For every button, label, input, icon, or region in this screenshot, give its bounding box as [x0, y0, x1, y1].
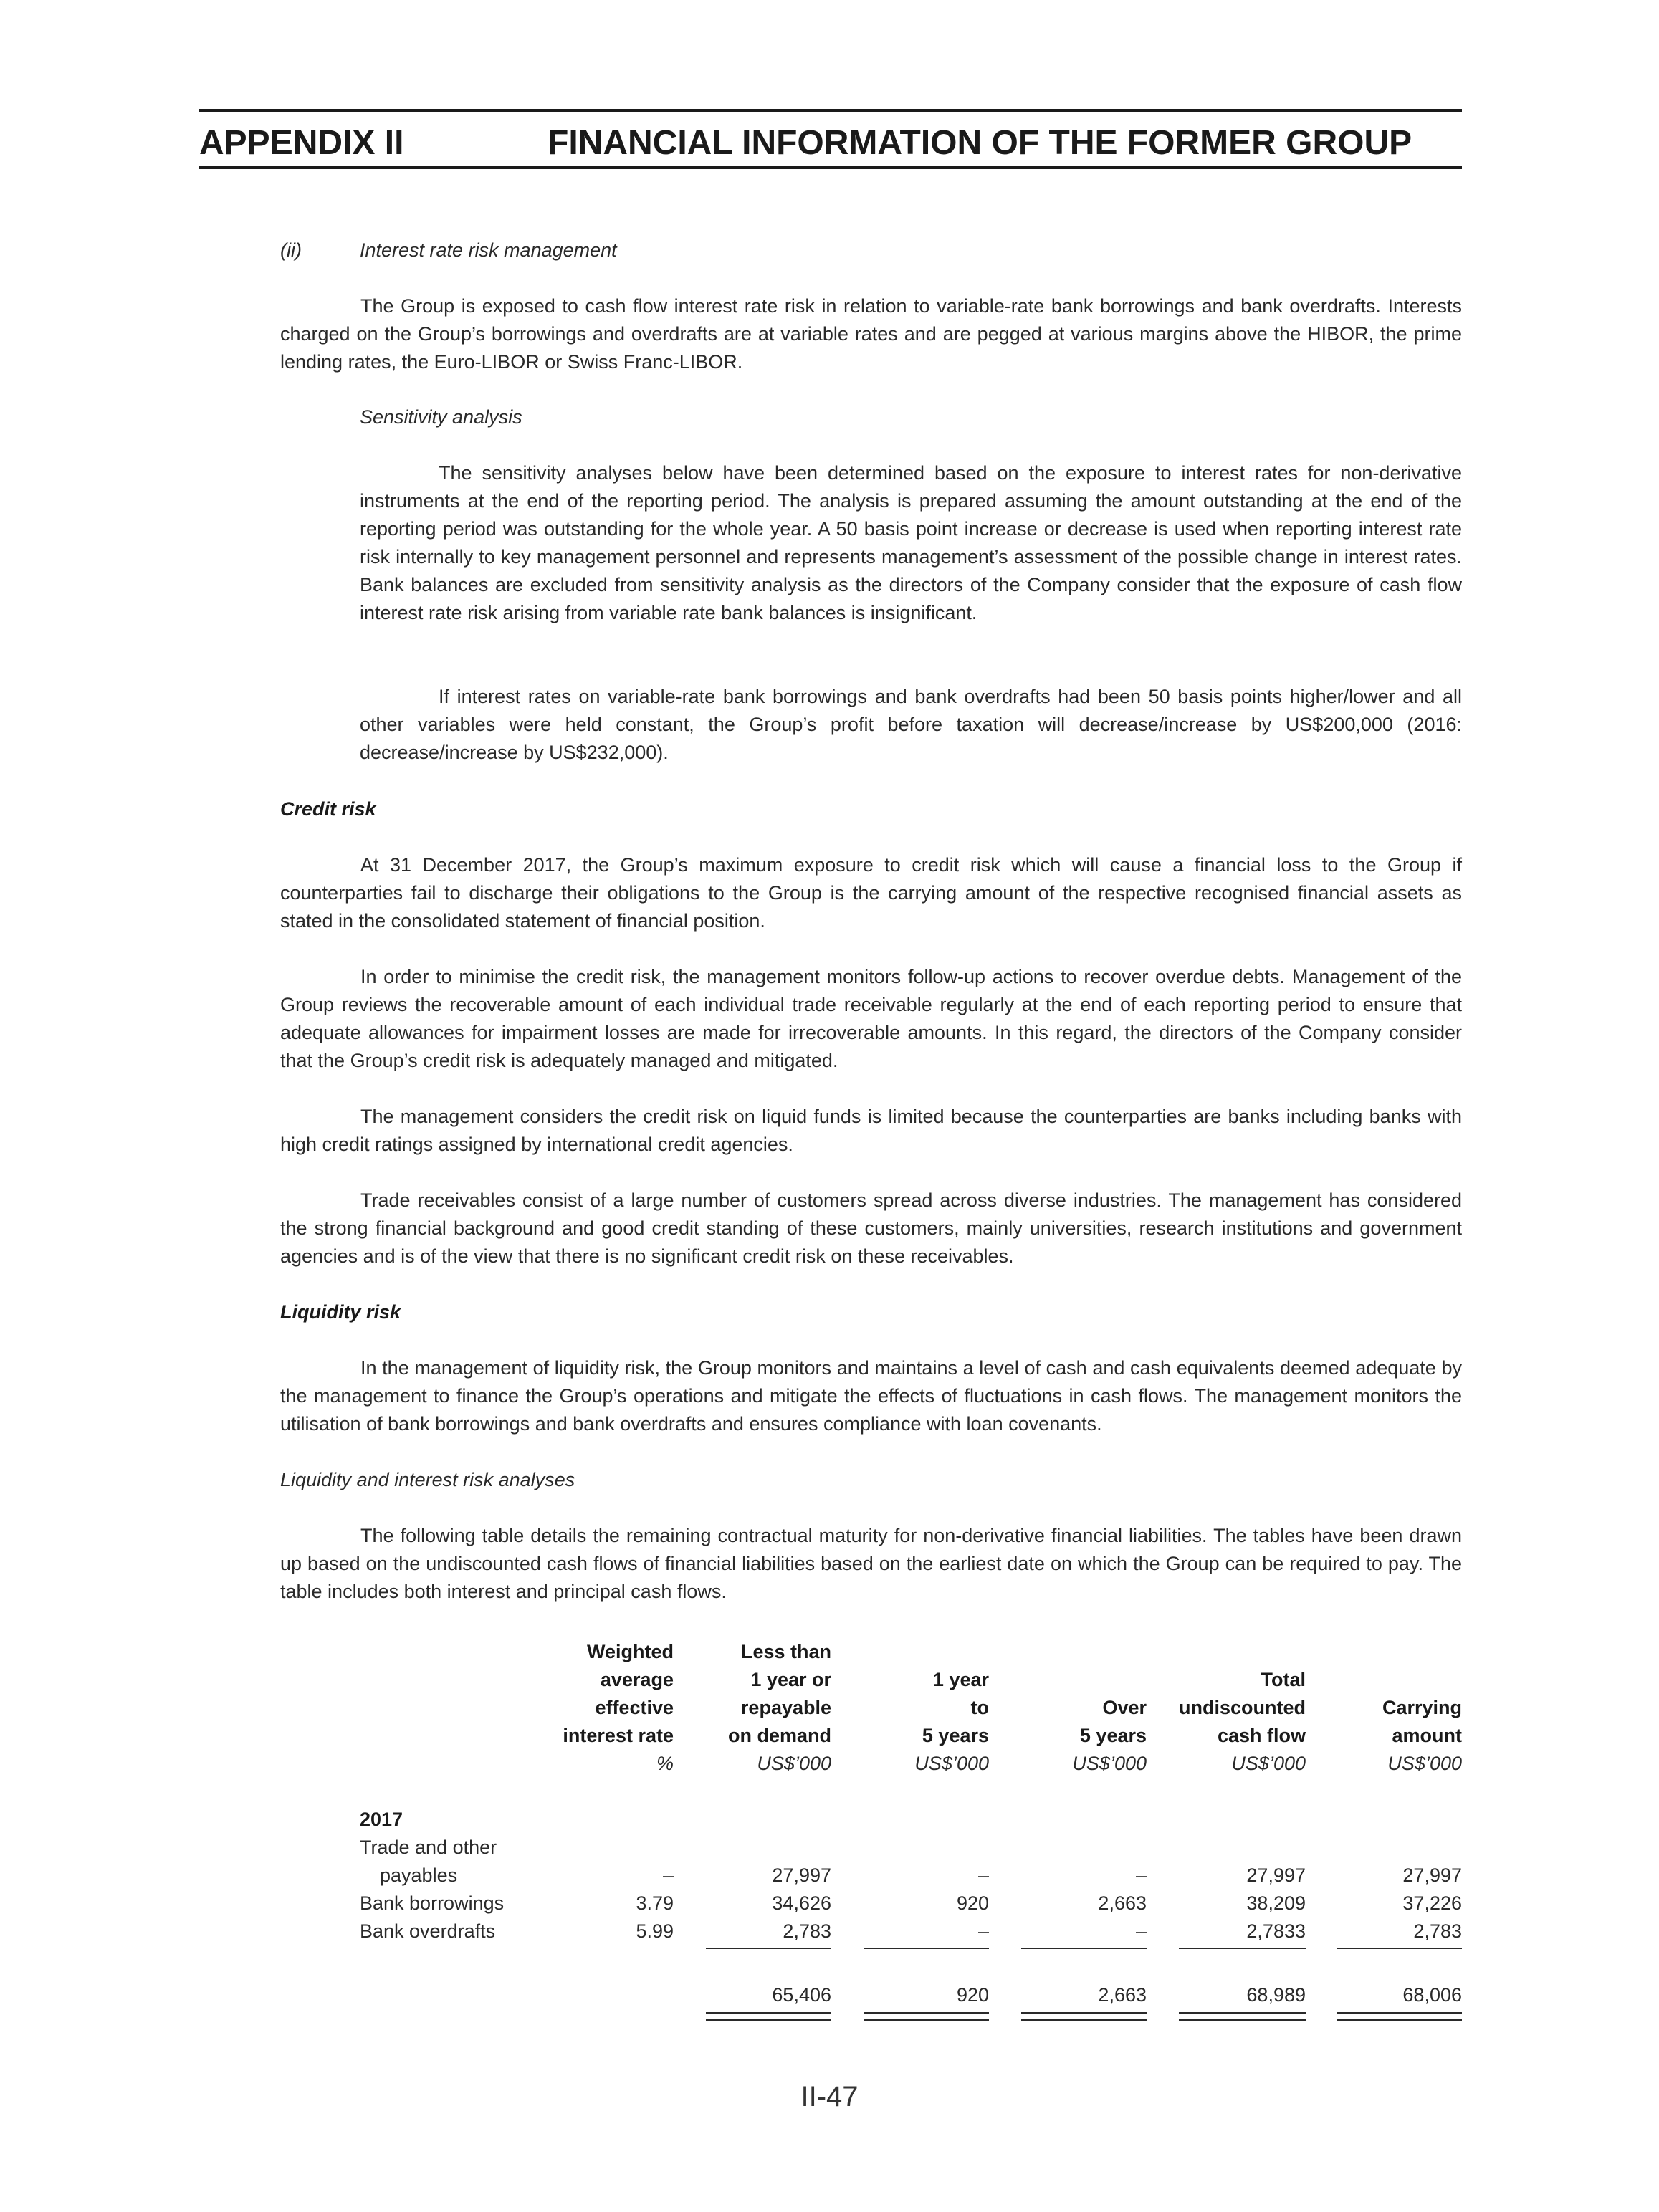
table-cell: 27,997 — [1402, 1864, 1462, 1886]
table-cell: – — [1135, 1920, 1147, 1942]
table-year: 2017 — [360, 1809, 403, 1830]
total-double-rule — [864, 2012, 989, 2014]
section-heading-interest-rate: Interest rate risk management — [360, 239, 617, 261]
paragraph-text: The sensitivity analyses below have been determined based on the exposure to interest rates for non-derivative instruments at the end of the reporting period. The analysis is prepared assuming the amount outstanding at the end of the reporting period was outstanding for the whole year. A 50 basis point increase or decrease is used when reporting interest rate risk internally to key management personnel and represents management’s assessment of the possible change in interest rates. Bank balances are excluded from sensitivity analysis as the directors of the Company consider that the exposure of cash flow interest rate risk arising from variable rate bank balances is insignificant. — [360, 462, 1462, 623]
table-cell: 3.79 — [636, 1892, 674, 1914]
paragraph-text: Trade receivables consist of a large number of customers spread across diverse industries. The management has considered the strong financial background and good credit standing of these customers, mainly universities, research institutions and government agencies and is of the view that there is no significant credit risk on these receivables. — [280, 1189, 1462, 1267]
total-cell: 68,989 — [1246, 1984, 1306, 2006]
table-cell: 34,626 — [772, 1892, 831, 1914]
header-line: cash flow — [1217, 1725, 1306, 1746]
row-label: Bank borrowings — [360, 1892, 505, 1914]
subtotal-rule — [1179, 1948, 1306, 1949]
subtotal-rule — [864, 1948, 989, 1949]
page-number: II-47 — [800, 2081, 859, 2112]
table-cell: 38,209 — [1246, 1892, 1306, 1914]
header-line: 1 year — [932, 1669, 989, 1690]
unit-carrying-amount: US$’000 — [1387, 1753, 1462, 1774]
paragraph-text: The management considers the credit risk on liquid funds is limited because the counterparties are banks including banks with high credit ratings assigned by international credit agencies. — [280, 1106, 1462, 1155]
credit-risk-paragraph-4 — [280, 1187, 1462, 1270]
paragraph-text: If interest rates on variable-rate bank borrowings and bank overdrafts had been 50 basis points higher/lower and all other variables were held constant, the Group’s profit before taxation will decrease/increase by US$200,000 (2016: decrease/increase by US$232,000). — [360, 686, 1462, 763]
total-cell: 920 — [956, 1984, 989, 2006]
total-double-rule — [1021, 2019, 1147, 2021]
header-1-to-5-years — [860, 1666, 989, 1750]
table-cell: 2,7833 — [1246, 1920, 1306, 1942]
paragraph-text: In the management of liquidity risk, the Group monitors and maintains a level of cash and cash equivalents deemed adequate by the management to finance the Group’s operations and mitigate the effects of fluctuations in cash flows. The management monitors the utilisation of bank borrowings and bank overdrafts and ensures compliance with loan covenants. — [280, 1357, 1462, 1435]
unit-less-than-1-year: US$’000 — [757, 1753, 831, 1774]
table-cell: 2,663 — [1098, 1892, 1147, 1914]
header-title: FINANCIAL INFORMATION OF THE FORMER GROUP — [548, 124, 1412, 162]
sensitivity-paragraph-1 — [360, 459, 1462, 627]
header-line: 5 years — [922, 1725, 989, 1746]
table-cell: 2,783 — [1413, 1920, 1462, 1942]
table-cell: 920 — [956, 1892, 989, 1914]
subtotal-rule — [706, 1948, 831, 1949]
header-line: Over — [1102, 1697, 1147, 1718]
total-double-rule — [1021, 2012, 1147, 2014]
subtotal-rule — [1337, 1948, 1462, 1949]
subtotal-rule — [1021, 1948, 1147, 1949]
header-line: 5 years — [1079, 1725, 1147, 1746]
liquidity-risk-paragraph — [280, 1354, 1462, 1438]
table-cell: – — [1135, 1864, 1147, 1886]
header-carrying-amount — [1333, 1694, 1462, 1750]
total-double-rule — [1179, 2012, 1306, 2014]
total-double-rule — [1337, 2012, 1462, 2014]
total-double-rule — [1179, 2019, 1306, 2021]
liquidity-analyses-paragraph — [280, 1522, 1462, 1606]
header-line: repayable — [740, 1697, 831, 1718]
table-cell: 2,783 — [783, 1920, 831, 1942]
header-line: Less than — [740, 1641, 831, 1662]
credit-risk-paragraph-2 — [280, 963, 1462, 1075]
header-interest-rate — [502, 1638, 674, 1750]
header-line: interest rate — [563, 1725, 674, 1746]
unit-1-to-5-years: US$’000 — [914, 1753, 989, 1774]
header-line: effective — [595, 1697, 674, 1718]
section-number: (ii) — [280, 239, 302, 261]
table-cell: – — [662, 1864, 674, 1886]
header-line: on demand — [727, 1725, 831, 1746]
interest-rate-paragraph — [280, 292, 1462, 376]
paragraph-text: The Group is exposed to cash flow interest rate risk in relation to variable-rate bank borrowings and bank overdrafts. Interests charged on the Group’s borrowings and overdrafts are at variable rates and are pegged at various margins above the HIBOR, the prime lending rates, the Euro-LIBOR or Swiss Franc-LIBOR. — [280, 295, 1462, 373]
paragraph-text: In order to minimise the credit risk, the management monitors follow-up actions to recover overdue debts. Management of the Group reviews the recoverable amount of each individual trade receivable regularly at the end of each reporting period to ensure that adequate allowances for impairment losses are made for irrecoverable amounts. In this regard, the directors of the Company consider that the Group’s credit risk is adequately managed and mitigated. — [280, 966, 1462, 1071]
table-cell: 37,226 — [1402, 1892, 1462, 1914]
unit-total-undiscounted: US$’000 — [1231, 1753, 1306, 1774]
header-line: amount — [1392, 1725, 1462, 1746]
page-header — [199, 109, 1462, 169]
sensitivity-heading: Sensitivity analysis — [360, 406, 522, 428]
total-cell: 68,006 — [1402, 1984, 1462, 2006]
header-line: 1 year or — [750, 1669, 831, 1690]
paragraph-text: The following table details the remaining contractual maturity for non-derivative financial liabilities. The tables have been drawn up based on the undiscounted cash flows of financial liabilities based on the earliest date on which the Group can be required to pay. The table includes both interest and principal cash flows. — [280, 1525, 1462, 1602]
header-line: Carrying — [1382, 1697, 1462, 1718]
header-line: Weighted — [587, 1641, 674, 1662]
unit-interest-rate: % — [656, 1753, 674, 1774]
table-cell: – — [977, 1920, 989, 1942]
liquidity-risk-heading: Liquidity risk — [280, 1301, 401, 1323]
unit-over-5-years: US$’000 — [1072, 1753, 1147, 1774]
credit-risk-paragraph-3 — [280, 1103, 1462, 1159]
header-total-undiscounted — [1147, 1666, 1306, 1750]
table-cell: – — [977, 1864, 989, 1886]
table-cell: 27,997 — [772, 1864, 831, 1886]
row-label-continued: payables — [380, 1864, 458, 1886]
total-cell: 2,663 — [1098, 1984, 1147, 2006]
header-less-than-1-year — [674, 1638, 831, 1750]
total-cell: 65,406 — [772, 1984, 831, 2006]
credit-risk-paragraph-1 — [280, 851, 1462, 935]
header-line: undiscounted — [1179, 1697, 1306, 1718]
header-line: Total — [1261, 1669, 1306, 1690]
total-double-rule — [706, 2019, 831, 2021]
header-line: to — [970, 1697, 989, 1718]
row-label: Bank overdrafts — [360, 1920, 496, 1942]
total-double-rule — [1337, 2019, 1462, 2021]
sensitivity-paragraph-2 — [360, 683, 1462, 767]
header-over-5-years — [1018, 1694, 1147, 1750]
total-double-rule — [864, 2019, 989, 2021]
appendix-label: APPENDIX II — [199, 124, 404, 162]
header-line: average — [600, 1669, 674, 1690]
row-label: Trade and other — [360, 1837, 497, 1858]
liquidity-analyses-heading: Liquidity and interest risk analyses — [280, 1469, 575, 1490]
table-cell: 27,997 — [1246, 1864, 1306, 1886]
paragraph-text: At 31 December 2017, the Group’s maximum exposure to credit risk which will cause a financial loss to the Group if counterparties fail to discharge their obligations to the Group is the carrying amount of the respective recognised financial assets as stated in the consolidated statement of financial position. — [280, 854, 1462, 932]
total-double-rule — [706, 2012, 831, 2014]
table-cell: 5.99 — [636, 1920, 674, 1942]
credit-risk-heading: Credit risk — [280, 798, 376, 820]
